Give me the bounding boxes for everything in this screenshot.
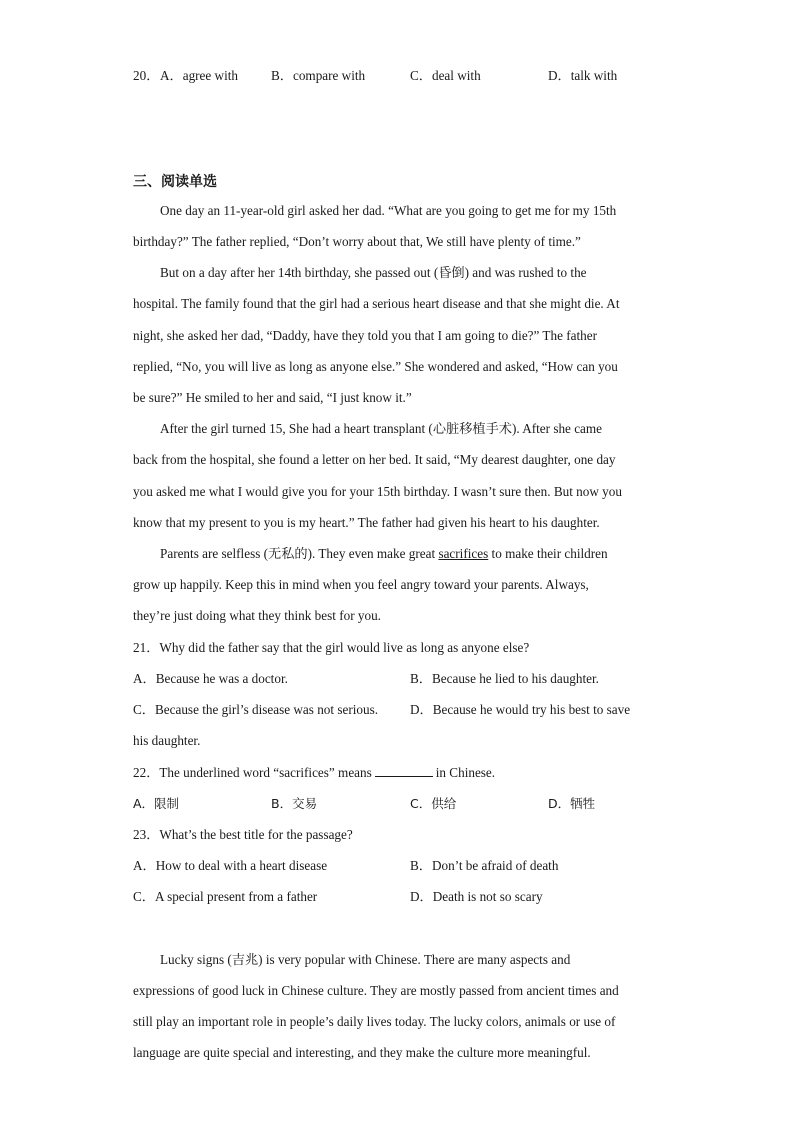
q23-option-d: D．Death is not so scary [410, 889, 543, 904]
passage1-line: hospital. The family found that the girl had a serious heart disease and that she might die. At [133, 296, 620, 311]
q23-option-b: B．Don’t be afraid of death [410, 858, 559, 873]
q20-number: 20． [133, 68, 160, 83]
section-title: 三、阅读单选 [133, 174, 217, 190]
passage2-line: language are quite special and interesting, and they make the culture more meaningful. [133, 1045, 591, 1060]
passage2-line: still play an important role in people’s daily lives today. The lucky colors, animals or use of [133, 1014, 616, 1029]
passage1-line: replied, “No, you will live as long as anyone else.” She wondered and asked, “How can you [133, 359, 618, 374]
passage2-line: expressions of good luck in Chinese culture. They are mostly passed from ancient times and [133, 983, 619, 998]
q21-option-b: B．Because he lied to his daughter. [410, 671, 599, 686]
q22-stem-text: 22．The underlined word “sacrifices” means [133, 765, 372, 780]
passage1-last-paragraph-start [160, 545, 690, 563]
q22-option-c: C．供给 [410, 796, 457, 811]
passage1-line: grow up happily. Keep this in mind when you feel angry toward your parents. Always, [133, 577, 589, 592]
q20-option-c: C．deal with [410, 68, 481, 83]
q22-option-a: A．限制 [133, 796, 180, 811]
q22-option-b: B．交易 [271, 796, 318, 811]
passage1-line: know that my present to you is my heart.” The father had given his heart to his daughter. [133, 515, 600, 530]
q21-option-d: D．Because he would try his best to save [410, 702, 631, 717]
passage1-text: Parents are selfless (无私的). They even make great [160, 546, 439, 561]
passage1-line: One day an 11-year-old girl asked her dad. “What are you going to get me for my 15th [160, 203, 617, 218]
passage1-line: night, she asked her dad, “Daddy, have they told you that I am going to die?” The father [133, 328, 597, 343]
q21-option-c: C．Because the girl’s disease was not serious. [133, 702, 379, 717]
passage1-line: But on a day after her 14th birthday, she passed out (昏倒) and was rushed to the [160, 265, 587, 280]
q23-option-a: A．How to deal with a heart disease [133, 858, 328, 873]
passage1-line: you asked me what I would give you for your 15th birthday. I wasn’t sure then. But now you [133, 484, 622, 499]
q22-option-d: D．牺牲 [548, 796, 596, 811]
q22-stem-text: in Chinese. [435, 765, 496, 780]
passage1-line: back from the hospital, she found a letter on her bed. It said, “My dearest daughter, one day [133, 452, 616, 467]
q23-option-c: C．A special present from a father [133, 889, 318, 904]
passage1-line: birthday?” The father replied, “Don’t worry about that, We still have plenty of time.” [133, 234, 581, 249]
passage1-line: they’re just doing what they think best for you. [133, 608, 381, 623]
q22-stem [133, 764, 663, 782]
answer-blank [375, 764, 433, 777]
q21-option-a: A．Because he was a doctor. [133, 671, 288, 686]
passage1-text: to make their children [488, 546, 608, 561]
q23-stem: 23．What’s the best title for the passage? [133, 827, 353, 842]
q20-option-b: B．compare with [271, 68, 366, 83]
q21-stem: 21．Why did the father say that the girl would live as long as anyone else? [133, 640, 530, 655]
passage1-line: After the girl turned 15, She had a heart transplant (心脏移植手术). After she came [160, 421, 603, 436]
q20-option-d: D．talk with [548, 68, 618, 83]
underlined-word: sacrifices [438, 546, 489, 561]
passage1-line: be sure?” He smiled to her and said, “I just know it.” [133, 390, 412, 405]
q20-option-a: A．agree with [160, 68, 238, 83]
passage2-line: Lucky signs (吉兆) is very popular with Chinese. There are many aspects and [160, 952, 571, 967]
q21-option-d-continued: his daughter. [133, 733, 201, 748]
